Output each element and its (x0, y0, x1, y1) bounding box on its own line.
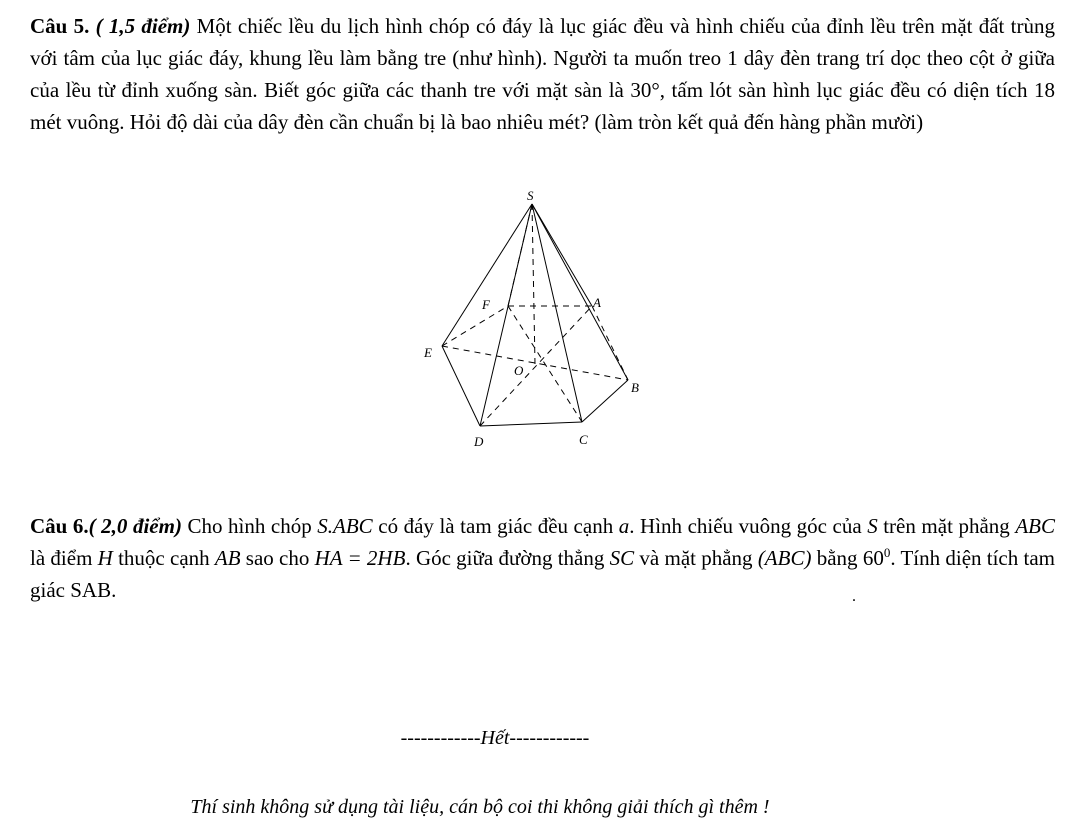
math-ratio: HA = 2HB (314, 546, 406, 570)
label-F: F (482, 297, 490, 312)
math-apex: S (867, 514, 878, 538)
stray-dot: . (852, 588, 856, 605)
question-5-angle: 30° (630, 78, 660, 102)
edge-SA (532, 204, 592, 306)
edge-DA (480, 306, 592, 426)
question-5-number: Câu 5. (30, 14, 90, 38)
question-6-text-part7: sao cho (240, 546, 315, 570)
edge-CB (582, 380, 628, 422)
question-6-text-part2: có đáy là tam giác đều cạnh (372, 514, 619, 538)
question-6-number: Câu 6. (30, 514, 89, 538)
hexagonal-pyramid-figure (410, 182, 660, 457)
label-E: E (424, 345, 432, 360)
question-6 (30, 510, 1055, 606)
end-of-exam-line: ------------Hết------------ (400, 727, 590, 749)
footer-note: Thí sinh không sử dụng tài liệu, cán bộ coi thi không giải thích gì thêm ! (190, 796, 770, 818)
edge-ED (442, 346, 480, 426)
edge-DC (480, 422, 582, 426)
edge-SC (532, 204, 582, 422)
math-plane: ABC (1015, 514, 1055, 538)
math-angle-value: 60 (862, 546, 884, 570)
label-C: C (579, 432, 588, 447)
question-6-points: ( 2,0 điểm) (88, 514, 188, 538)
math-edge: AB (214, 546, 241, 570)
question-5-text-part2: , tấm lót sàn hình lục giác đều có diện tích 18 mét vuông. Hỏi độ dài của dây đèn cần chuẩn bị là bao nhiêu mét? (làm tròn kết quả đến hàng phần mười) (30, 78, 1055, 134)
math-line: SC (609, 546, 635, 570)
math-angle-degree: 0 (883, 545, 891, 560)
question-6-text-part11: . Tính diện tích tam giác SAB. (30, 546, 1056, 602)
edge-SE (442, 204, 532, 346)
edge-AB (592, 306, 628, 380)
question-6-text-part6: thuộc cạnh (112, 546, 215, 570)
label-O: O (514, 363, 524, 378)
math-pyramid: S.ABC (317, 514, 373, 538)
label-A: A (593, 295, 601, 310)
height-SO (532, 204, 535, 364)
question-6-text-part8: . Góc giữa đường thẳng (405, 546, 610, 570)
label-D: D (474, 434, 484, 449)
label-B: B (631, 380, 639, 395)
edge-EF (442, 306, 508, 346)
question-6-text-part3: . Hình chiếu vuông góc của (629, 514, 868, 538)
edge-SB (532, 204, 628, 380)
label-S: S (527, 188, 534, 203)
question-6-text-part9: và mặt phẳng (634, 546, 758, 570)
math-plane-2: (ABC) (757, 546, 812, 570)
math-side: a (618, 514, 630, 538)
question-5-text-part1: Một chiếc lều du lịch hình chóp có đáy là lục giác đều và hình chiếu của đỉnh lều trên mặt đất trùng với tâm của lục giác đáy, khung lều làm bằng tre (như hình). Người ta muốn treo 1 dây đèn trang trí dọc theo cột ở giữa của lều từ đỉnh xuống sàn. Biết góc giữa các thanh tre với mặt sàn là (30, 14, 1055, 102)
math-point: H (97, 546, 113, 570)
question-6-text-part1: Cho hình chóp (187, 514, 318, 538)
question-6-text-part5: là điểm (30, 546, 98, 570)
question-5 (30, 10, 1055, 138)
question-6-text-part4: trên mặt phẳng (877, 514, 1016, 538)
question-6-text-part10: bằng (811, 546, 863, 570)
question-5-points: ( 1,5 điểm) (89, 14, 197, 38)
